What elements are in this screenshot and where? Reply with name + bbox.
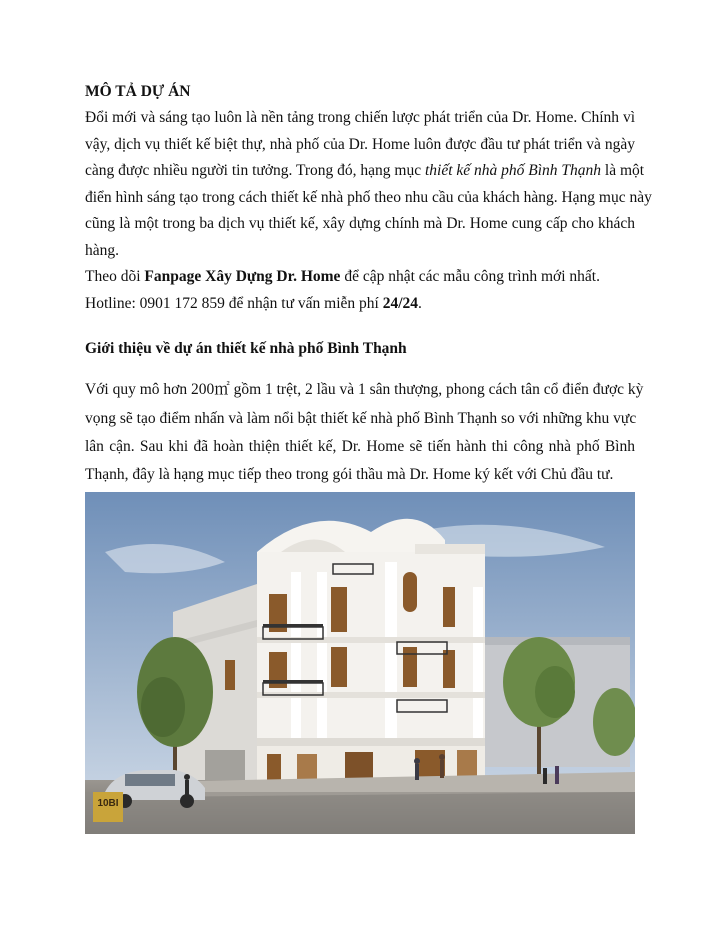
logo-badge: 10BI [97, 798, 119, 809]
section-title-project-description: MÔ TẢ DỰ ÁN [85, 83, 191, 100]
paragraph-line: cũng là một trong ba dịch vụ thiết kế, xây dựng chính mà Dr. Home cung cấp cho khách [85, 215, 635, 232]
paragraph-line: hàng. [85, 242, 120, 259]
paragraph-line: vọng sẽ tạo điểm nhấn và làm nổi bật thiết kế nhà phố Bình Thạnh so với những khu vực [85, 410, 637, 427]
text-segment: càng được nhiều người tin tưởng. Trong đó, hạng mục [85, 162, 425, 179]
text-segment: Hotline: 0901 172 859 để nhận tư vấn miễn phí [85, 295, 383, 312]
paragraph-line-with-link [85, 162, 645, 180]
italic-service-name: thiết kế nhà phố Bình Thạnh [424, 162, 602, 179]
paragraph-line: điển hình sáng tạo trong cách thiết kế nhà phố theo nhu cầu của khách hàng. Hạng mục này [85, 189, 652, 206]
text-segment: là một [601, 162, 645, 179]
paragraph-line: vậy, dịch vụ thiết kế biệt thự, nhà phố của Dr. Home luôn được đầu tư phát triển và ngày [85, 136, 635, 153]
section-title-introduction: Giới thiệu về dự án thiết kế nhà phố Bình Thạnh [85, 340, 407, 357]
house-rendering-image [85, 492, 635, 834]
paragraph-line: Đổi mới và sáng tạo luôn là nền tảng trong chiến lược phát triển của Dr. Home. Chính vì [85, 109, 635, 126]
text-segment: Theo dõi [85, 268, 145, 285]
hotline-line [85, 295, 422, 313]
support-hours: 24/24 [382, 295, 419, 312]
paragraph-line: Với quy mô hơn 200㎡ gồm 1 trệt, 2 lầu và 1 sân thượng, phong cách tân cổ điển được kỳ [85, 381, 644, 398]
paragraph-line: Thạnh, đây là hạng mục tiếp theo trong gói thầu mà Dr. Home ký kết với Chủ đầu tư. [85, 466, 614, 483]
text-segment: . [418, 295, 422, 312]
fanpage-line [85, 268, 600, 286]
text-segment: để cập nhật các mẫu công trình mới nhất. [340, 268, 600, 285]
paragraph-line: lân cận. Sau khi đã hoàn thiện thiết kế, Dr. Home sẽ tiến hành thi công nhà phố Bình [85, 438, 635, 455]
fanpage-link[interactable]: Fanpage Xây Dựng Dr. Home [144, 268, 341, 285]
